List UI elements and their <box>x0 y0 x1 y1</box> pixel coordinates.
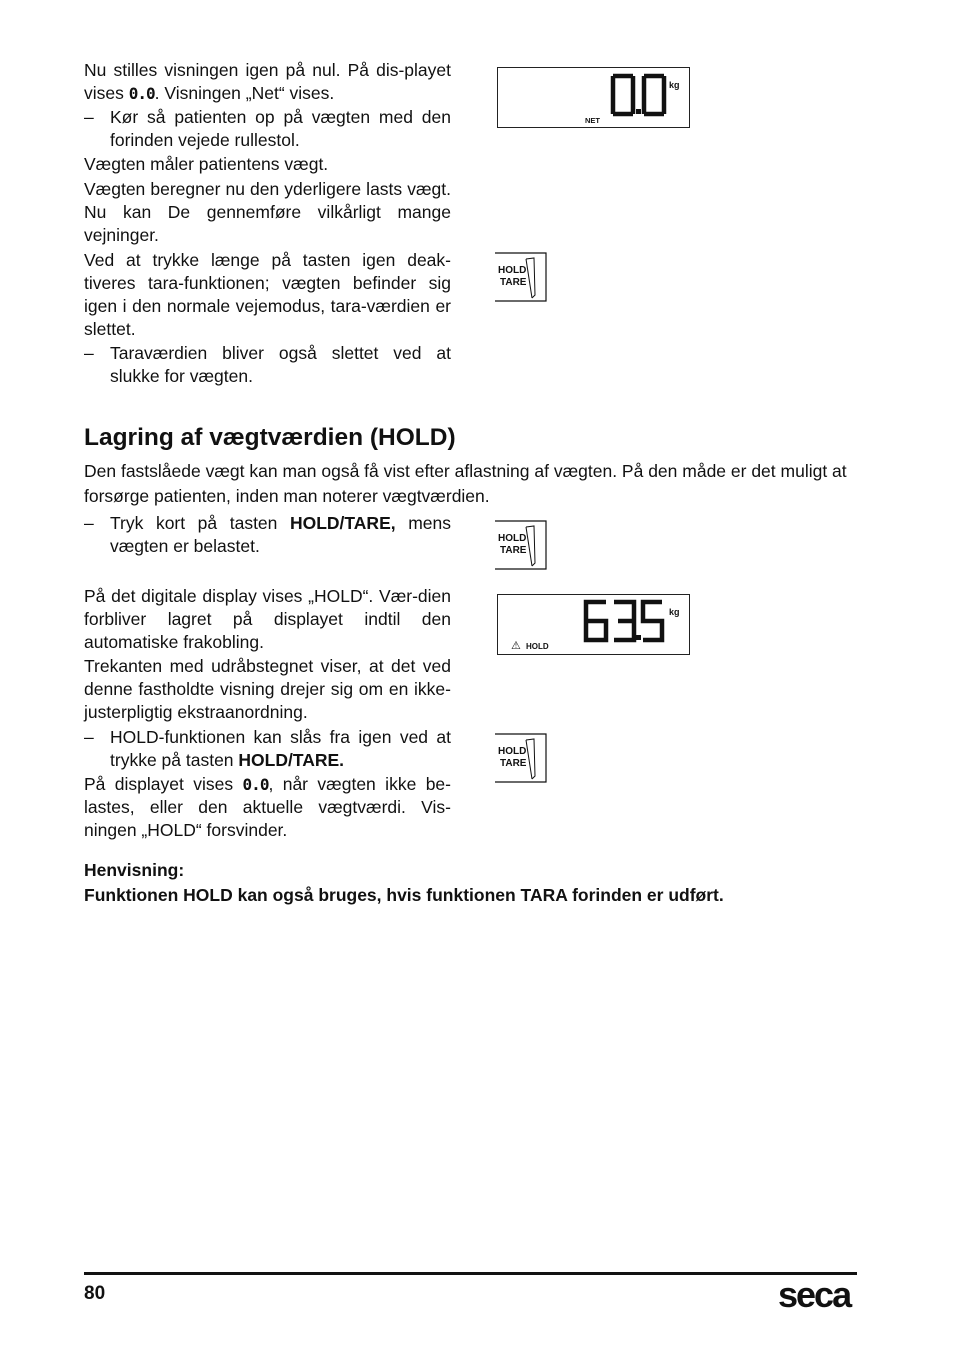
bullet-dash: – <box>84 727 94 747</box>
key-label-tare: TARE <box>500 545 527 556</box>
hold-tare-key[interactable] <box>494 733 546 781</box>
seca-logo: seca <box>778 1274 851 1315</box>
key-label-tare: TARE <box>500 758 527 769</box>
key-label-tare: TARE <box>500 277 527 288</box>
page-number: 80 <box>84 1283 106 1304</box>
key-label-hold: HOLD <box>498 265 527 276</box>
paragraph-zero-display: Nu stilles visningen igen på nul. På dis-playet vises 0.0. Visningen „Net“ vises. <box>84 60 451 103</box>
section-intro: Den fastslåede vægt kan man også få vist efter aflastning af vægten. På den måde er det muligt at forsørge patienten, inden man noterer vægtværdien. <box>84 461 847 506</box>
paragraph-measures-weight: Vægten måler patientens vægt. <box>84 154 329 174</box>
paragraph-long-press: Ved at trykke længe på tasten igen deak-tiveres tara-funktionen; vægten befinder sig igen i den normale vejemodus, tara-værdien er slettet. <box>84 250 451 339</box>
warning-triangle-icon: ⚠ <box>511 640 521 652</box>
display-hold-value <box>497 594 690 655</box>
paragraph-calculates-load: Vægten beregner nu den yderligere lasts vægt. Nu kan De gennemføre vilkårligt mange vejninger. <box>84 179 451 245</box>
key-label-hold: HOLD <box>498 746 527 757</box>
section-heading: Lagring af vægtværdien (HOLD) <box>84 424 456 451</box>
hold-tare-key[interactable] <box>494 520 546 568</box>
bullet-dash: – <box>84 343 94 363</box>
display-unit: kg <box>669 607 680 617</box>
net-indicator: NET <box>585 116 600 125</box>
bullet-drive-patient: – Kør så patienten op på vægten med den forinden vejede rullestol. <box>84 107 451 150</box>
bullet-tara-cleared: – Taraværdien bliver også slettet ved at slukke for vægten. <box>84 343 451 386</box>
key-label-hold: HOLD <box>498 533 527 544</box>
note-title: Henvisning: <box>84 860 185 880</box>
hold-indicator: HOLD <box>526 642 549 651</box>
bullet-hold-off: – HOLD-funktionen kan slås fra igen ved at trykke på tasten HOLD/TARE. <box>84 727 451 770</box>
paragraph-hold-shown: På det digitale display vises „HOLD“. Vær-dien forbliver lagret på displayet indtil den automatiske frakobling. <box>84 586 451 652</box>
display-unit: kg <box>669 80 680 90</box>
hold-tare-key[interactable] <box>494 252 546 300</box>
footer-rule <box>84 1272 857 1275</box>
bullet-press-hold-tare: – Tryk kort på tasten HOLD/TARE, mens vægten er belastet. <box>84 513 451 556</box>
inline-display-zero: 0.0 <box>128 84 155 103</box>
paragraph-display-after: På displayet vises 0.0, når vægten ikke be-lastes, eller den aktuelle vægtværdi. Vis-ningen „HOLD“ forsvinder. <box>84 774 451 840</box>
bullet-dash: – <box>84 107 94 127</box>
paragraph-triangle: Trekanten med udråbstegnet viser, at det ved denne fastholdte visning drejer sig om en ikke-justerpligtig ekstraanordning. <box>84 656 451 722</box>
inline-display-zero: 0.0 <box>242 775 269 794</box>
bullet-dash: – <box>84 513 94 533</box>
note-text: Funktionen HOLD kan også bruges, hvis funktionen TARA forinden er udført. <box>84 885 724 905</box>
display-net-zero <box>497 67 690 128</box>
